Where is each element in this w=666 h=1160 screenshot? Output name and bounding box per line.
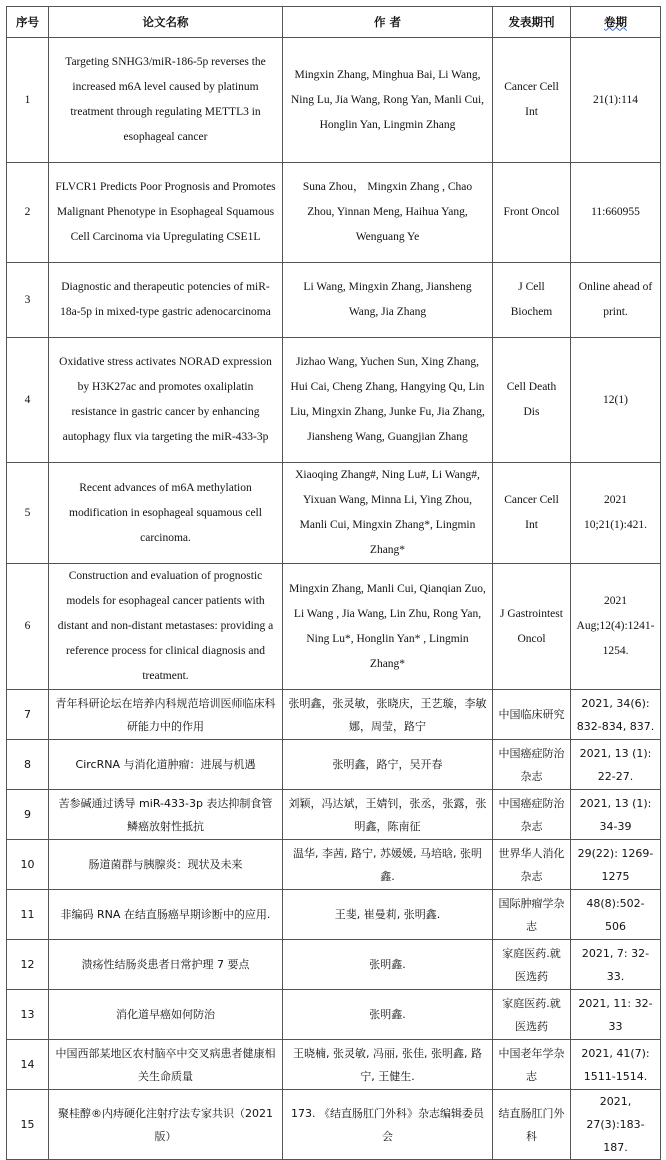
- journal-name: 中国老年学杂志: [493, 1040, 571, 1090]
- table-row: [7, 163, 661, 263]
- paper-authors: 刘颖，冯达斌，王婧钊，张丞，张露，张明鑫，陈南征: [283, 790, 493, 840]
- row-number: 12: [7, 940, 49, 990]
- volume-issue: 2021 Aug;12(4):1241-1254.: [571, 564, 661, 690]
- paper-title: Targeting SNHG3/miR-186-5p reverses the increased m6A level caused by platinum treatment through regulating METTL3 in esophageal cancer: [49, 38, 283, 163]
- row-number: 3: [7, 263, 49, 338]
- header-title: 论文名称: [49, 7, 283, 38]
- volume-issue: 2021, 13 (1): 34-39: [571, 790, 661, 840]
- paper-authors: 张明鑫.: [283, 990, 493, 1040]
- table-row: [7, 1040, 661, 1090]
- volume-issue: 2021 10;21(1):421.: [571, 463, 661, 564]
- paper-title: 消化道早癌如何防治: [49, 990, 283, 1040]
- volume-issue: 48(8):502-506: [571, 890, 661, 940]
- row-number: 9: [7, 790, 49, 840]
- journal-name: 中国癌症防治杂志: [493, 740, 571, 790]
- journal-name: 中国癌症防治杂志: [493, 790, 571, 840]
- table-row: [7, 1090, 661, 1160]
- table-row: [7, 790, 661, 840]
- row-number: 6: [7, 564, 49, 690]
- journal-name: 家庭医药.就医选药: [493, 940, 571, 990]
- paper-title: 青年科研论坛在培养内科规范培训医师临床科研能力中的作用: [49, 690, 283, 740]
- table-row: [7, 740, 661, 790]
- paper-authors: Mingxin Zhang, Manli Cui, Qianqian Zuo, Li Wang , Jia Wang, Lin Zhu, Rong Yan, Ning Lu*, Honglin Yan* , Lingmin Zhang*: [283, 564, 493, 690]
- row-number: 11: [7, 890, 49, 940]
- table-body: [7, 38, 661, 1160]
- journal-name: J Gastrointest Oncol: [493, 564, 571, 690]
- table-row: [7, 940, 661, 990]
- row-number: 4: [7, 338, 49, 463]
- paper-title: 中国西部某地区农村脑卒中交叉病患者健康相关生命质量: [49, 1040, 283, 1090]
- header-volume-label: 卷期: [604, 14, 627, 29]
- journal-name: Front Oncol: [493, 163, 571, 263]
- row-number: 5: [7, 463, 49, 564]
- volume-issue: 2021, 41(7): 1511-1514.: [571, 1040, 661, 1090]
- volume-issue: 2021, 27(3):183-187.: [571, 1090, 661, 1160]
- table-row: [7, 564, 661, 690]
- row-number: 8: [7, 740, 49, 790]
- paper-title: Construction and evaluation of prognostic models for esophageal cancer patients with distant and non-distant metastases: providing a reference process for clinical diagnosis and treatment.: [49, 564, 283, 690]
- row-number: 15: [7, 1090, 49, 1160]
- header-row: [7, 7, 661, 38]
- row-number: 2: [7, 163, 49, 263]
- paper-authors: 王晓楠, 张灵敏, 冯丽, 张佳, 张明鑫, 路宁, 王健生.: [283, 1040, 493, 1090]
- paper-authors: Mingxin Zhang, Minghua Bai, Li Wang, Ning Lu, Jia Wang, Rong Yan, Manli Cui, Honglin Yan, Lingmin Zhang: [283, 38, 493, 163]
- volume-issue: 2021, 7: 32-33.: [571, 940, 661, 990]
- paper-authors: Suna Zhou， Mingxin Zhang , Chao Zhou, Yinnan Meng, Haihua Yang, Wenguang Ye: [283, 163, 493, 263]
- paper-title: CircRNA 与消化道肿瘤：进展与机遇: [49, 740, 283, 790]
- volume-issue: 2021, 34(6): 832-834, 837.: [571, 690, 661, 740]
- row-number: 13: [7, 990, 49, 1040]
- row-number: 7: [7, 690, 49, 740]
- paper-title: Diagnostic and therapeutic potencies of miR-18a-5p in mixed-type gastric adenocarcinoma: [49, 263, 283, 338]
- paper-title: 非编码 RNA 在结直肠癌早期诊断中的应用.: [49, 890, 283, 940]
- volume-issue: 2021, 11: 32-33: [571, 990, 661, 1040]
- table-row: [7, 263, 661, 338]
- table-row: [7, 890, 661, 940]
- journal-name: 国际肿瘤学杂志: [493, 890, 571, 940]
- paper-authors: 张明鑫，张灵敏，张晓庆，王艺璇，李敏娜，周莹，路宁: [283, 690, 493, 740]
- paper-title: 聚桂醇®内痔硬化注射疗法专家共识（2021 版）: [49, 1090, 283, 1160]
- paper-authors: 温华, 李茜, 路宁, 苏媛媛, 马培晗, 张明鑫.: [283, 840, 493, 890]
- table-row: [7, 38, 661, 163]
- table-row: [7, 338, 661, 463]
- header-no: 序号: [7, 7, 49, 38]
- volume-issue: 12(1): [571, 338, 661, 463]
- journal-name: Cancer Cell Int: [493, 38, 571, 163]
- header-journal: 发表期刊: [493, 7, 571, 38]
- journal-name: J Cell Biochem: [493, 263, 571, 338]
- paper-title: 苦参碱通过诱导 miR-433-3p 表达抑制食管鳞癌放射性抵抗: [49, 790, 283, 840]
- paper-authors: 王斐, 崔曼莉, 张明鑫.: [283, 890, 493, 940]
- table-row: [7, 840, 661, 890]
- paper-authors: 173. 《结直肠肛门外科》杂志编辑委员会: [283, 1090, 493, 1160]
- table-row: [7, 690, 661, 740]
- paper-title: Oxidative stress activates NORAD expression by H3K27ac and promotes oxaliplatin resistance in gastric cancer by enhancing autophagy flux via targeting the miR-433-3p: [49, 338, 283, 463]
- paper-authors: Xiaoqing Zhang#, Ning Lu#, Li Wang#, Yixuan Wang, Minna Li, Ying Zhou, Manli Cui, Mingxin Zhang*, Lingmin Zhang*: [283, 463, 493, 564]
- header-authors: 作 者: [283, 7, 493, 38]
- journal-name: 世界华人消化杂志: [493, 840, 571, 890]
- volume-issue: 11:660955: [571, 163, 661, 263]
- journal-name: Cancer Cell Int: [493, 463, 571, 564]
- volume-issue: Online ahead of print.: [571, 263, 661, 338]
- table-row: [7, 990, 661, 1040]
- journal-name: Cell Death Dis: [493, 338, 571, 463]
- journal-name: 结直肠肛门外科: [493, 1090, 571, 1160]
- journal-name: 中国临床研究: [493, 690, 571, 740]
- journal-name: 家庭医药.就医选药: [493, 990, 571, 1040]
- paper-title: Recent advances of m6A methylation modification in esophageal squamous cell carcinoma.: [49, 463, 283, 564]
- header-volume: [571, 7, 661, 38]
- volume-issue: 2021, 13 (1): 22-27.: [571, 740, 661, 790]
- volume-issue: 21(1):114: [571, 38, 661, 163]
- volume-issue: 29(22): 1269-1275: [571, 840, 661, 890]
- row-number: 1: [7, 38, 49, 163]
- paper-title: 溃疡性结肠炎患者日常护理 7 要点: [49, 940, 283, 990]
- paper-authors: 张明鑫.: [283, 940, 493, 990]
- publication-table: [6, 6, 661, 1160]
- paper-title: FLVCR1 Predicts Poor Prognosis and Promotes Malignant Phenotype in Esophageal Squamous Cell Carcinoma via Upregulating CSE1L: [49, 163, 283, 263]
- paper-authors: Li Wang, Mingxin Zhang, Jiansheng Wang, Jia Zhang: [283, 263, 493, 338]
- paper-title: 肠道菌群与胰腺炎：现状及未来: [49, 840, 283, 890]
- row-number: 14: [7, 1040, 49, 1090]
- table-row: [7, 463, 661, 564]
- paper-authors: 张明鑫，路宁，吴开春: [283, 740, 493, 790]
- paper-authors: Jizhao Wang, Yuchen Sun, Xing Zhang, Hui Cai, Cheng Zhang, Hangying Qu, Lin Liu, Mingxin Zhang, Junke Fu, Jia Zhang, Jiansheng Wang, Guangjian Zhang: [283, 338, 493, 463]
- row-number: 10: [7, 840, 49, 890]
